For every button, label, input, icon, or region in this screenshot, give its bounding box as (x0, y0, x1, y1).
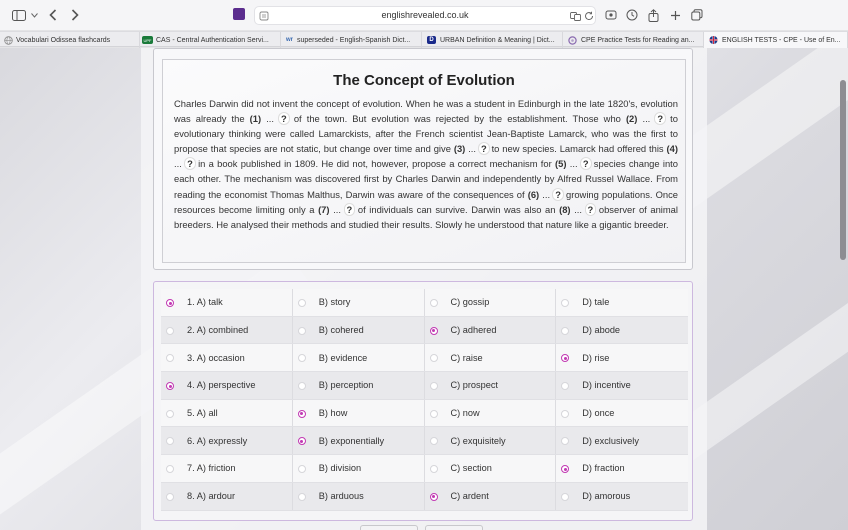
answer-radio[interactable] (298, 327, 306, 335)
wr-icon: wr (285, 37, 293, 43)
gap-question-mark: ? (587, 203, 594, 215)
tab-label: superseded - English-Spanish Dict... (297, 36, 411, 44)
answer-table (161, 289, 688, 511)
answer-option[interactable] (293, 427, 425, 454)
answer-radio[interactable] (430, 327, 438, 335)
answer-option[interactable] (293, 344, 425, 371)
answer-label: D) fraction (582, 463, 625, 474)
quiz-box (153, 281, 693, 521)
answer-label: B) perception (318, 380, 374, 391)
answer-label: D) tale (582, 297, 610, 308)
passage-segment: growing populations. Once resources become limiting only a (174, 188, 678, 215)
passage-box (153, 48, 693, 270)
gap-question-mark: ? (582, 158, 589, 170)
question-row (161, 289, 688, 317)
globe-icon (4, 36, 13, 44)
gap-marker (555, 158, 591, 169)
answer-label: C) now (450, 408, 480, 419)
answer-option[interactable] (556, 317, 688, 344)
answer-option[interactable] (425, 483, 557, 510)
answer-radio[interactable] (298, 493, 306, 501)
question-row (161, 372, 688, 400)
tab-label: ENGLISH TESTS - CPE - Use of En... (722, 36, 841, 44)
passage-segment: of the town. But evolution was rejected by the establishment. Those who (288, 113, 626, 125)
dictionary-icon: D (427, 36, 436, 44)
reset-button[interactable] (425, 525, 483, 530)
gap-question-mark: ? (281, 113, 287, 125)
answer-option[interactable] (161, 289, 293, 316)
scrollbar[interactable] (840, 80, 846, 260)
answer-radio[interactable] (561, 493, 569, 501)
answer-radio[interactable] (166, 299, 174, 307)
answer-radio[interactable] (298, 437, 306, 445)
tab-urban[interactable] (422, 32, 563, 48)
answer-option[interactable] (161, 400, 293, 427)
translate-icon[interactable] (569, 10, 581, 22)
answer-radio[interactable] (430, 437, 438, 445)
passage-segment: Charles Darwin did not invent the concept of evolution. When he was a student in Edinburgh in the late 1820's, evolution was already the (174, 98, 678, 125)
answer-label: B) evidence (318, 352, 368, 363)
gap-number: (8) (559, 203, 571, 215)
answer-radio[interactable] (298, 410, 306, 418)
gap-dots: ... (566, 158, 581, 170)
passage-segment: observer of animal breeders. He analysed their methods and studied their results. Slowly he understood that nature like a gigantic breeder. (174, 203, 678, 230)
answer-label: 8. A) ardour (187, 491, 236, 502)
answer-radio[interactable] (561, 299, 569, 307)
gap-dots: ... (539, 188, 554, 200)
gap-marker (318, 204, 354, 215)
passage-segment: of individuals can survive. Darwin was also an (354, 203, 560, 215)
answer-label: C) section (450, 463, 492, 474)
gap-question-mark: ? (187, 158, 193, 170)
answer-option[interactable] (293, 483, 425, 510)
gap-number: (3) (453, 143, 466, 155)
browser-toolbar (0, 0, 848, 30)
answer-label: D) amorous (582, 491, 631, 502)
answer-option[interactable] (161, 483, 293, 510)
answer-label: B) how (318, 408, 348, 419)
passage-segment: in a book published in 1809. He did not, however, propose a correct mechanism for (194, 158, 555, 170)
gap-dots: ... (637, 113, 656, 125)
passage-frame (162, 59, 686, 263)
check-answers-button[interactable] (360, 525, 418, 530)
tab-vocabulari[interactable] (0, 32, 140, 48)
answer-option[interactable] (556, 344, 688, 371)
tab-english-tests[interactable] (704, 32, 848, 48)
answer-label: 4. A) perspective (187, 380, 256, 391)
answer-radio[interactable] (298, 299, 306, 307)
answer-label: C) exquisitely (450, 435, 506, 446)
answer-option[interactable] (556, 427, 688, 454)
answer-option[interactable] (425, 455, 557, 482)
gap-dots: ... (174, 158, 186, 170)
address-text: englishrevealed.co.uk (381, 10, 469, 20)
answer-option[interactable] (161, 455, 293, 482)
back-icon[interactable] (46, 4, 60, 26)
answer-label: B) story (318, 297, 351, 308)
gap-dots: ... (465, 143, 479, 155)
answer-radio[interactable] (166, 410, 174, 418)
gap-marker (250, 113, 289, 124)
answer-label: 3. A) occasion (187, 352, 245, 363)
tab-bar (0, 31, 848, 47)
answer-option[interactable] (425, 372, 557, 399)
chevron-down-icon[interactable] (29, 4, 39, 26)
answer-label: D) rise (582, 352, 610, 363)
answer-radio[interactable] (166, 354, 174, 362)
answer-radio[interactable] (298, 354, 306, 362)
site-favicon-icon (233, 8, 245, 20)
answer-option[interactable] (425, 317, 557, 344)
tab-label: CAS - Central Authentication Servi... (156, 36, 269, 44)
answer-radio[interactable] (430, 382, 438, 390)
reload-icon[interactable] (583, 10, 595, 22)
answer-radio[interactable] (561, 437, 569, 445)
answer-label: 6. A) expressly (187, 435, 248, 446)
tab-label: Vocabulari Odissea flashcards (16, 36, 111, 44)
answer-radio[interactable] (430, 410, 438, 418)
answer-option[interactable] (161, 372, 293, 399)
answer-label: C) ardent (450, 491, 489, 502)
answer-option[interactable] (556, 483, 688, 510)
answer-option[interactable] (293, 372, 425, 399)
answer-radio[interactable] (561, 465, 569, 473)
question-row (161, 455, 688, 483)
new-tab-icon[interactable] (668, 4, 682, 26)
gap-question-mark: ? (346, 203, 353, 215)
answer-label: B) cohered (318, 325, 364, 336)
answer-label: 5. A) all (187, 408, 218, 419)
gap-question-mark: ? (555, 188, 561, 200)
answer-label: D) once (582, 408, 615, 419)
tab-cas[interactable] (140, 32, 281, 48)
answer-option[interactable] (556, 400, 688, 427)
answer-radio[interactable] (561, 382, 569, 390)
answer-radio[interactable] (430, 299, 438, 307)
answer-option[interactable] (556, 289, 688, 316)
gap-marker (626, 113, 665, 124)
answer-option[interactable] (556, 372, 688, 399)
sidebar-toggle-icon[interactable] (10, 4, 28, 26)
answer-radio[interactable] (298, 382, 306, 390)
answer-radio[interactable] (166, 437, 174, 445)
answer-label: D) abode (582, 325, 621, 336)
answer-label: C) gossip (450, 297, 490, 308)
answer-option[interactable] (293, 317, 425, 344)
answer-option[interactable] (293, 289, 425, 316)
answer-label: 1. A) talk (187, 297, 223, 308)
answer-label: 7. A) friction (187, 463, 236, 474)
gap-number: (2) (625, 113, 638, 125)
gap-question-mark: ? (480, 143, 487, 155)
page-background (0, 48, 848, 530)
question-row (161, 317, 688, 345)
history-icon[interactable] (625, 4, 639, 26)
gap-number: (1) (249, 113, 262, 125)
forward-icon[interactable] (68, 4, 82, 26)
gap-question-mark: ? (657, 113, 664, 125)
extension-icon[interactable] (604, 4, 618, 26)
answer-option[interactable] (425, 344, 557, 371)
gap-marker (528, 189, 563, 200)
answer-label: C) prospect (450, 380, 498, 391)
passage-segment: to new species. Lamarck had offered this (488, 143, 667, 155)
answer-radio[interactable] (166, 327, 174, 335)
tab-cpe-practice[interactable] (563, 32, 704, 48)
answer-option[interactable] (425, 427, 557, 454)
answer-label: D) exclusively (582, 435, 639, 446)
gap-dots: ... (329, 203, 345, 215)
upf-icon: UPF (143, 37, 152, 43)
swirl-icon (568, 36, 577, 44)
answer-radio[interactable] (166, 465, 174, 473)
answer-label: C) adhered (450, 325, 497, 336)
tab-superseded[interactable] (281, 32, 422, 48)
tab-label: URBAN Definition & Meaning | Dict... (440, 36, 555, 44)
answer-radio[interactable] (166, 382, 174, 390)
answer-radio[interactable] (561, 410, 569, 418)
passage-text (174, 96, 678, 232)
answer-label: C) raise (450, 352, 483, 363)
answer-label: 2. A) combined (187, 325, 249, 336)
answer-radio[interactable] (430, 493, 438, 501)
answer-radio[interactable] (430, 465, 438, 473)
share-icon[interactable] (646, 4, 660, 26)
answer-option[interactable] (556, 455, 688, 482)
passage-segment: species change into each other. The mechanism was discovered first by Charles Darwin and independently by Alfred Russel Wallace. From reading the economist Thomas Malthus, Darwin was aware of the consequences of (174, 158, 678, 200)
gap-marker (454, 143, 489, 154)
answer-option[interactable] (293, 400, 425, 427)
answer-radio[interactable] (561, 354, 569, 362)
answer-radio[interactable] (561, 327, 569, 335)
gap-number: (5) (555, 158, 567, 170)
answer-label: B) division (318, 463, 362, 474)
gap-dots: ... (261, 113, 280, 125)
page-title: The Concept of Evolution (333, 72, 515, 89)
question-row (161, 427, 688, 455)
question-row (161, 400, 688, 428)
answer-option[interactable] (425, 289, 557, 316)
gap-number: (7) (318, 203, 330, 215)
answer-option[interactable] (425, 400, 557, 427)
answer-option[interactable] (161, 427, 293, 454)
tab-overview-icon[interactable] (690, 4, 704, 26)
answer-option[interactable] (161, 344, 293, 371)
answer-label: B) arduous (318, 491, 364, 502)
question-row (161, 483, 688, 511)
answer-radio[interactable] (298, 465, 306, 473)
tab-label: CPE Practice Tests for Reading an... (581, 36, 695, 44)
gap-number: (6) (527, 188, 540, 200)
answer-radio[interactable] (166, 493, 174, 501)
uk-flag-icon (709, 36, 718, 44)
gap-marker (559, 204, 595, 215)
answer-label: D) incentive (582, 380, 631, 391)
question-row (161, 344, 688, 372)
answer-option[interactable] (161, 317, 293, 344)
answer-label: B) exponentially (318, 435, 385, 446)
answer-option[interactable] (293, 455, 425, 482)
address-bar[interactable] (254, 6, 596, 25)
gap-dots: ... (570, 203, 586, 215)
answer-radio[interactable] (430, 354, 438, 362)
passage-segment: to evolutionary thinking were called Lamarckists, after the French scientist Jean-Baptiste Lamarck, who was the first to propose that species are not static, but change over time and give (174, 113, 678, 155)
gap-number: (4) (666, 143, 678, 155)
